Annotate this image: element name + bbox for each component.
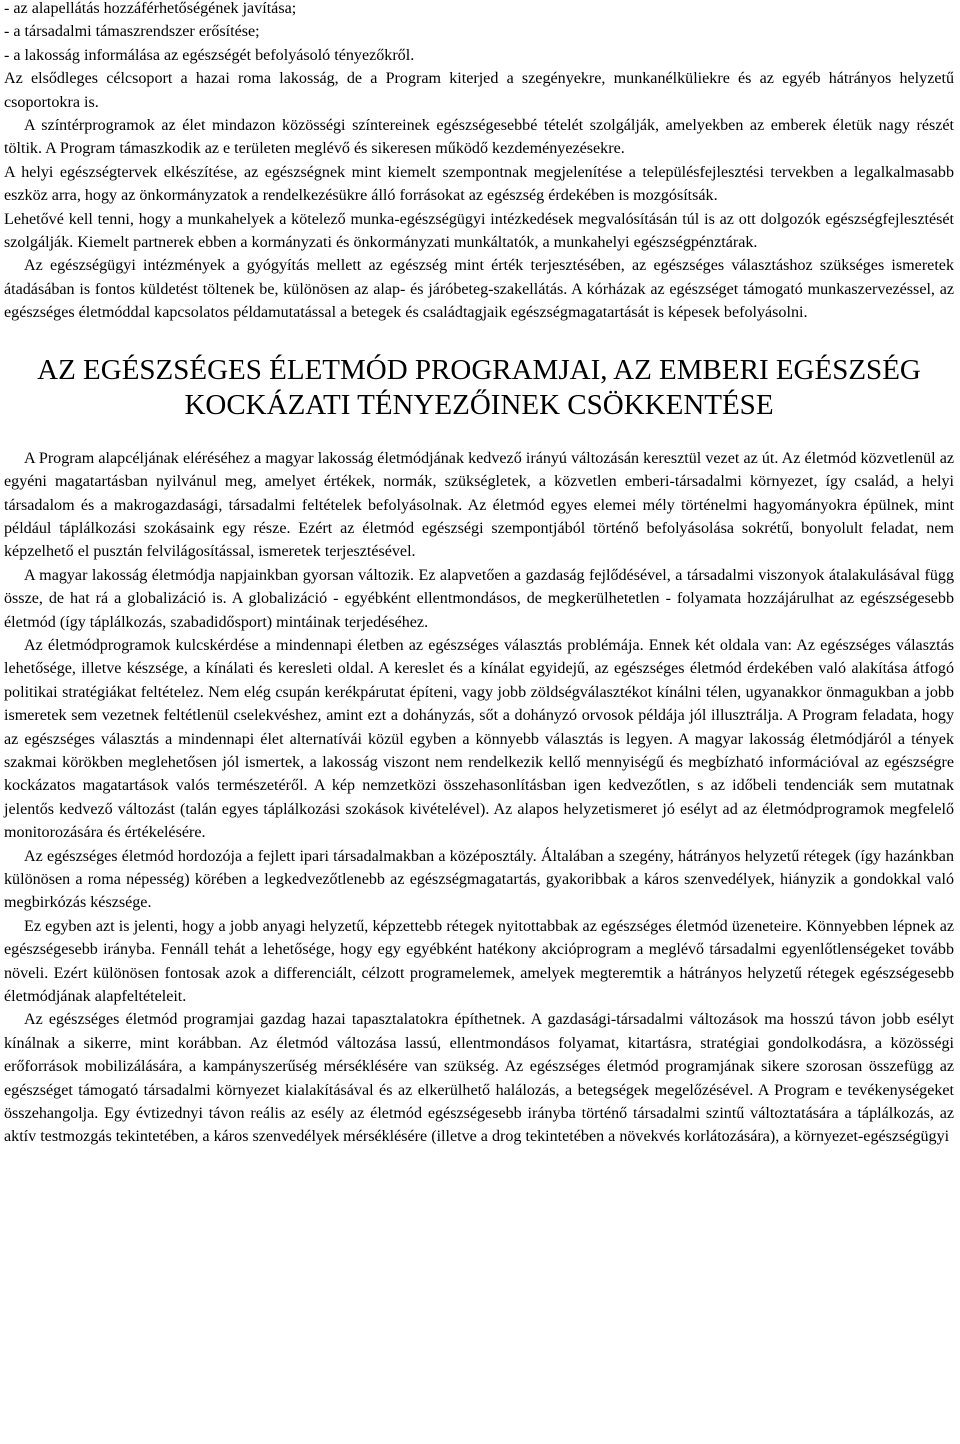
list-item: - a társadalmi támaszrendszer erősítése;	[4, 23, 260, 41]
document-page	[4, 0, 954, 1149]
paragraph: Az egészséges életmód hordozója a fejlett ipari társadalmakban a középosztály. Általában a szegény, hátrányos helyzetű rétegek (így hazánkban különösen a roma népesség) körében a legkedvezőtlenebb az egészségmagatartás, gyakoribbak a káros szenvedélyek, hiányzik a gondokkal való megbirkózás készsége.	[4, 847, 954, 912]
paragraph: Az elsődleges célcsoport a hazai roma lakosság, de a Program kiterjed a szegényekre, munkanélküliekre és az egyéb hátrányos helyzetű csoportokra is.	[4, 70, 954, 111]
paragraph: Az életmódprogramok kulcskérdése a mindennapi életben az egészséges választás problémája. Ennek két oldala van: Az egészséges választás lehetősége, illetve készsége, a kínálati és keresleti oldal. A kereslet és a kínálat egyidejű, az egészséges életmód érdekében való alakítása átfogó politikai stratégiákat feltételez. Nem elég csupán kerékpárutat építeni, vagy jobb zöldségválasztékot kínálni télen, ugyanakkor önmagukban a jobb ismeretek sem vezetnek feltétlenül cselekvéshez, amint ezt a dohányzás, sőt a dohányzó orvosok példája jól illusztrálja. A Program feladata, hogy az egészséges választás a mindennapi élet alternatívái közül egyben a könnyebb választás is legyen. A magyar lakosság életmódjáról a tények szakmai körökben meglehetősen jól ismertek, a lakosság viszont nem rendelkezik kellő mennyiségű és megbízható információval az egészségre kockázatos magatartások valós természetéről. A kép nemzetközi összehasonlításban igen kedvezőtlen, s az időbeli tendenciák sem mutatnak jelentős kedvező változást (talán egyes táplálkozási szokások kivételével). Az alapos helyzetismeret jó esélyt ad az életmódprogramok megfelelő monitorozására és értékelésére.	[4, 636, 954, 842]
paragraph: A színtérprogramok az élet mindazon közösségi színtereinek egészségesebbé tételét szolgálják, amelyekben az emberek életük nagy részét töltik. A Program támaszkodik az e területen meglévő és sikeresen működő kezdeményezésekre.	[4, 117, 954, 158]
bullet-list	[4, 0, 954, 67]
paragraph: Ez egyben azt is jelenti, hogy a jobb anyagi helyzetű, képzettebb rétegek nyitottabbak az egészséges életmód üzeneteire. Könnyebben lépnek az egészségesebb irányba. Fennáll tehát a lehetősége, hogy egy egyébként hatékony akcióprogram a meglévő társadalmi egyenlőtlenségeket tovább növeli. Ezért különösen fontosak azok a differenciált, célzott programelemek, amelyek megteremtik a hátrányos helyzetű rétegek egészségesebb életmódjának alapfeltételeit.	[4, 917, 954, 1006]
section-heading-line: AZ EGÉSZSÉGES ÉLETMÓD PROGRAMJAI, AZ EMBERI EGÉSZSÉG	[37, 353, 921, 386]
paragraph: A helyi egészségtervek elkészítése, az egészségnek mint kiemelt szempontnak megjelenítése a településfejlesztési tervekben a legalkalmasabb eszköz arra, hogy az önkormányzatok a rendelkezésükre álló forrásokat az egészség érdekében is mozgósítsák.	[4, 163, 954, 205]
paragraph: Lehetővé kell tenni, hogy a munkahelyek a kötelező munka-egészségügyi intézkedések megvalósításán túl is az ott dolgozók egészségfejlesztését szolgálják. Kiemelt partnerek ebben a kormányzati és önkormányzati munkáltatók, a munkahelyi egészségpénztárak.	[4, 210, 954, 252]
list-item: - a lakosság informálása az egészségét befolyásoló tényezőkről.	[4, 46, 415, 64]
paragraph: Az egészségügyi intézmények a gyógyítás mellett az egészség mint érték terjesztésében, az egészséges választáshoz szükséges ismeretek átadásában is fontos küldetést töltenek be, különösen az alap- és járóbeteg-szakellátás. A kórházak az egészséget támogató munkaszervezéssel, az egészséges életmóddal kapcsolatos példamutatással a betegek és családtagjaik egészségmagatartását is képesek befolyásolni.	[4, 257, 954, 322]
section-heading	[4, 353, 954, 423]
section-heading-line: KOCKÁZATI TÉNYEZŐINEK CSÖKKENTÉSE	[184, 388, 774, 421]
list-item: - az alapellátás hozzáférhetőségének javítása;	[4, 0, 297, 17]
paragraph: A magyar lakosság életmódja napjainkban gyorsan változik. Ez alapvetően a gazdaság fejlődésével, a társadalmi viszonyok átalakulásával függ össze, de hat rá a globalizáció is. A globalizáció - egyébként ellentmondásos, de megkerülhetetlen - folyamata hozzájárulhat az egészségesebb életmód (így táplálkozás, szabadidősport) mintáinak terjedéséhez.	[4, 566, 954, 631]
paragraph: Az egészséges életmód programjai gazdag hazai tapasztalatokra építhetnek. A gazdasági-társadalmi változások ma hosszú távon jobb esélyt kínálnak a sikerre, mint korábban. Az életmód változása lassú, ellentmondásos folyamat, kitartásra, stratégiai gondolkodásra, a közösségi erőforrások mobilizálására, a kampányszerűség mérséklésére van szükség. Az egészséges életmód programjának sikere szorosan összefügg az egészséget támogató társadalmi környezet kialakításával és az elkerülhető halálozás, a betegségek megelőzésével. A Program e tevékenységeket összehangolja. Egy évtizednyi távon reális az esély az életmód egészségesebb irányba történő társadalmi szintű változtatására a táplálkozás, az aktív testmozgás tekintetében, a káros szenvedélyek mérséklésére (illetve a drog tekintetében a növekvés korlátozására), a környezet-egészségügyi	[4, 1011, 954, 1146]
paragraph: A Program alapcéljának eléréséhez a magyar lakosság életmódjának kedvező irányú változásán keresztül vezet az út. Az életmód közvetlenül az egyéni magatartásban nyilvánul meg, amelyet értékek, normák, szükségletek, a közvetlen emberi-társadalmi környezet, így család, a helyi társadalom és a makrogazdasági, társadalmi feltételek befolyásolnak. Az életmód egyes elemei mély történelmi hagyományokra épülnek, mint például táplálkozási szokásaink egy része. Ezért az életmód egészségi szempontjából történő befolyásolása sokrétű, bonyolult feladat, nem képzelhető el pusztán felvilágosítással, ismeretek terjesztésével.	[4, 449, 954, 561]
